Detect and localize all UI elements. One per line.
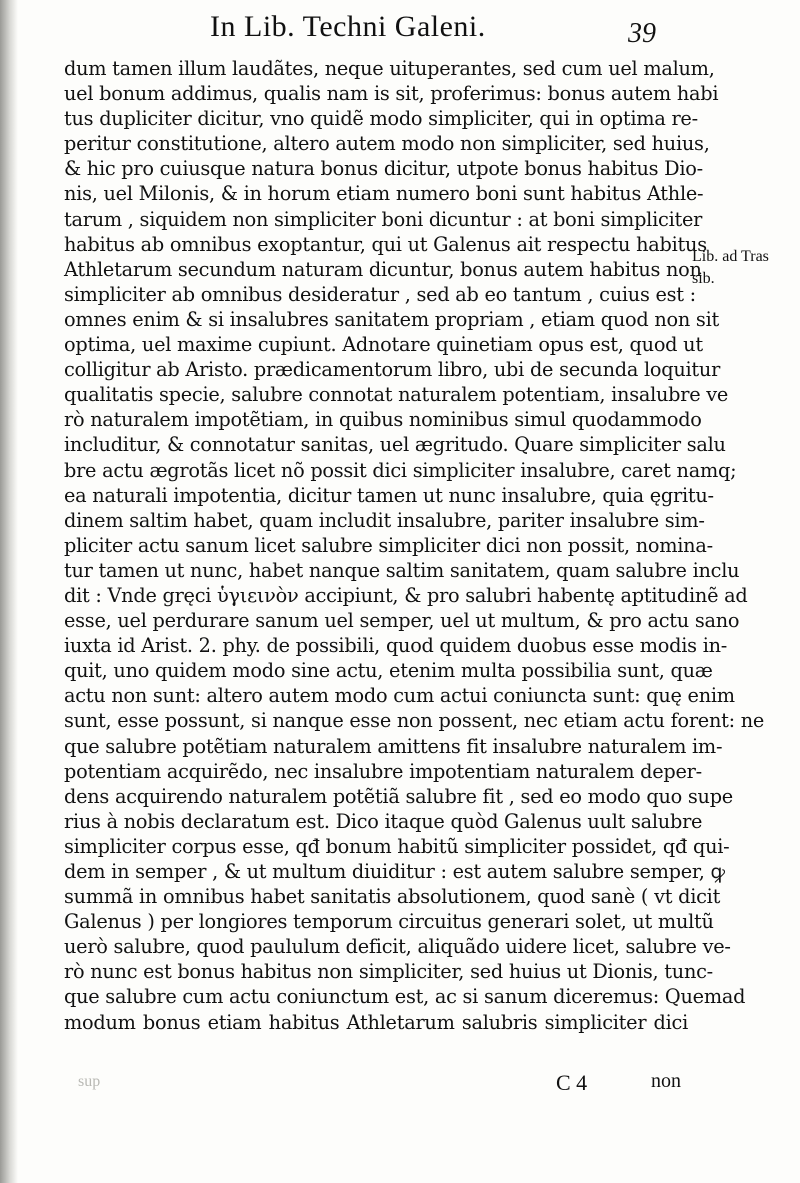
text-line: dinem saltim habet, quam includit insalubre, pariter insalubre sim- [64, 508, 705, 532]
text-line: que salubre cum actu coniunctum est, ac si sanum diceremus: Quemad [64, 985, 746, 1009]
text-line: rò naturalem impotẽtiam, in quibus nominibus simul quodammodo [64, 408, 702, 432]
text-line: quit, uno quidem modo sine actu, etenim multa possibilia sunt, quæ [64, 659, 713, 683]
text-line: uel bonum addimus, qualis nam is sit, proferimus: bonus autem habi [64, 82, 719, 106]
text-line: dem in semper , & ut multum diuiditur : est autem salubre semper, ꝙ [64, 860, 725, 883]
text-line: qualitatis specie, salubre connotat naturalem potentiam, insalubre ve [64, 383, 729, 407]
text-line: summã in omnibus habet sanitatis absolutionem, quod sanè ( vt dicit [64, 885, 721, 909]
text-line: simpliciter ab omnibus desideratur , sed ab eo tantum , cuius est : [64, 282, 696, 306]
bleed-through-text: sup [78, 1073, 101, 1090]
text-line: pliciter actu sanum licet salubre simpliciter dici non possit, nomina- [64, 533, 713, 557]
running-title: In Lib. Techni Galeni. [210, 10, 486, 43]
text-line: sunt, esse possunt, si nanque esse non possent, nec etiam actu forent: ne [64, 709, 765, 733]
text-line: actu non sunt: altero autem modo cum actui coniuncta sunt: quę enim [64, 684, 735, 708]
text-line: iuxta id Arist. 2. phy. de possibili, quod quidem duobus esse modis in- [64, 634, 728, 658]
text-line: simpliciter corpus esse, qđ bonum habitũ simpliciter possidet, qđ qui- [64, 834, 730, 858]
text-line: rius à nobis declaratum est. Dico itaque quòd Galenus uult salubre [64, 809, 703, 833]
text-line: nis, uel Milonis, & in horum etiam numero boni sunt habitus Athle- [64, 182, 704, 206]
text-line: omnes enim & si insalubres sanitatem propriam , etiam quod non sit [64, 307, 719, 331]
text-line: tarum , siquidem non simpliciter boni dicuntur : at boni simpliciter [64, 207, 703, 231]
text-line: bre actu ægrotãs licet nõ possit dici simpliciter insalubre, caret namq; [64, 458, 737, 482]
text-line: que salubre potẽtiam naturalem amittens fit insalubre naturalem im- [64, 734, 723, 758]
text-line: esse, uel perdurare sanum uel semper, uel ut multum, & pro actu sano [64, 609, 740, 633]
text-line: ea naturali impotentia, dicitur tamen ut nunc insalubre, quia ęgritu- [64, 483, 714, 507]
marginal-note [692, 246, 796, 290]
text-line: optima, uel maxime cupiunt. Adnotare quinetiam opus est, quod ut [64, 333, 703, 357]
signature-mark: C 4 [556, 1070, 588, 1095]
text-line: peritur constitutione, altero autem modo non simpliciter, sed huius, [64, 132, 710, 156]
text-line: tus dupliciter dicitur, vno quidẽ modo simpliciter, qui in optima re- [64, 107, 698, 131]
text-line: rò nunc est bonus habitus non simpliciter, sed huius ut Dionis, tunc- [64, 960, 713, 984]
marginal-note-line: sib. [692, 270, 715, 287]
text-line: uerò salubre, quod paululum deficit, aliquãdo uidere licet, salubre ve- [64, 935, 731, 959]
catchword: non [651, 1070, 681, 1092]
text-line: modum bonus etiam habitus Athletarum salubris simpliciter dici [64, 1010, 688, 1034]
text-line: dens acquirendo naturalem potẽtiã salubre fit , sed eo modo quo supe [64, 784, 733, 808]
text-line: Galenus ) per longiores temporum circuitus generari solet, ut multũ [64, 910, 714, 934]
page-number: 39 [628, 18, 656, 49]
text-line: & hic pro cuiusque natura bonus dicitur, utpote bonus habitus Dio- [64, 157, 703, 181]
text-line: Athletarum secundum naturam dicuntur, bonus autem habitus non [64, 257, 702, 281]
text-line: habitus ab omnibus exoptantur, qui ut Galenus ait respectu habitus [64, 232, 707, 256]
page-gutter-shadow [0, 0, 18, 1183]
text-line: includitur, & connotatur sanitas, uel ægritudo. Quare simpliciter salu [64, 433, 726, 457]
text-line: dit : Vnde gręci ὑγιεινὸν accipiunt, & pro salubri habentę aptitudinẽ ad [64, 583, 748, 607]
text-line: dum tamen illum laudãtes, neque uituperantes, sed cum uel malum, [64, 57, 715, 80]
text-line: tur tamen ut nunc, habet nanque saltim sanitatem, quam salubre inclu [64, 558, 740, 582]
text-line: colligitur ab Aristo. prædicamentorum libro, ubi de secunda loquitur [64, 358, 721, 382]
marginal-note-line: Lib. ad Tras [692, 248, 769, 265]
text-line: potentiam acquirẽdo, nec insalubre impotentiam naturalem deper- [64, 759, 702, 783]
